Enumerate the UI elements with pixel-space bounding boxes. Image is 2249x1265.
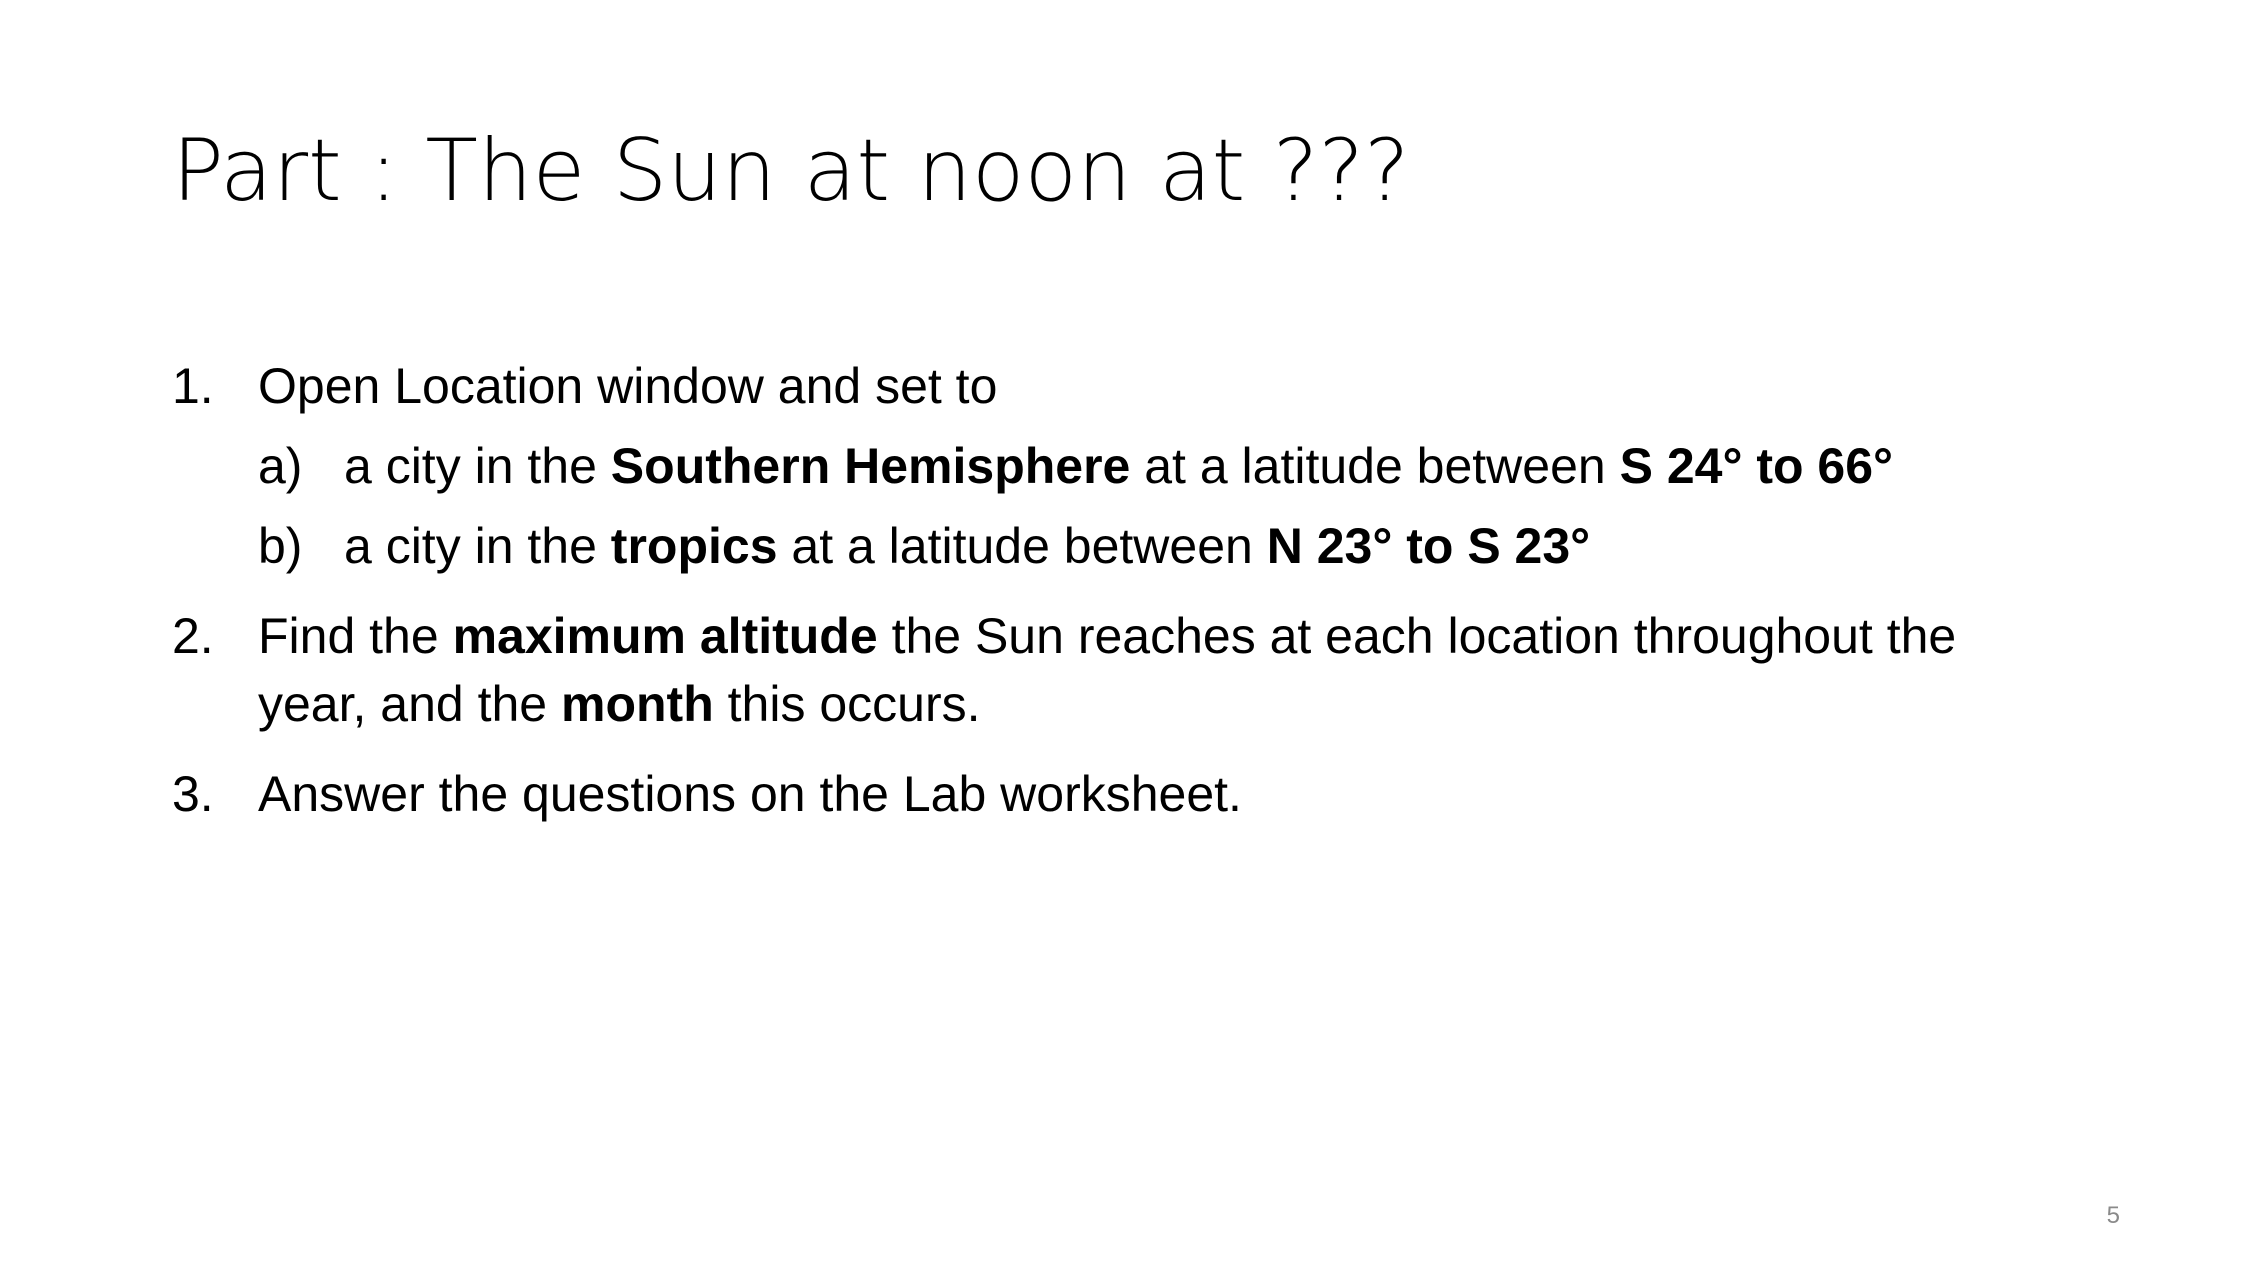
slide-title: Part : The Sun at noon at ??? [172,121,1410,221]
sub-item-letter: b) [258,518,303,574]
bold-range: N 23° to S 23° [1266,518,1591,574]
list-item-text [258,352,2072,580]
bold-term: month [561,676,714,732]
text-run: a city in the [344,518,611,574]
list-item-1 [172,352,2072,580]
sub-item-text [344,432,2072,500]
list-item-2 [172,602,2072,738]
text-run: a city in the [344,438,611,494]
text-run: this occurs. [713,676,981,732]
sub-item-a [258,432,2072,500]
sub-item-letter: a) [258,438,303,494]
text-run: Find the [258,608,453,664]
sub-item-text [344,512,2072,580]
instruction-list [172,352,2072,850]
list-item-text: Answer the questions on the Lab worksheet. [258,766,1242,822]
step-1-text: Open Location window and set to [258,358,998,414]
bold-term: Southern Hemisphere [610,438,1131,494]
bold-range: S 24° to 66° [1619,438,1894,494]
list-item-3 [172,760,2072,828]
list-number: 1. [172,358,214,414]
list-number: 2. [172,608,214,664]
list-item-text [258,602,2072,738]
text-run: the Sun reaches at each location throughout the year, and the [258,608,1957,732]
text-run: at a latitude between [777,518,1267,574]
page-number: 5 [2106,1202,2120,1229]
sub-item-b [258,512,2072,580]
text-run: at a latitude between [1130,438,1620,494]
bold-term: maximum altitude [452,608,878,664]
bold-term: tropics [610,518,778,574]
list-number: 3. [172,766,214,822]
sub-list [258,432,2072,580]
